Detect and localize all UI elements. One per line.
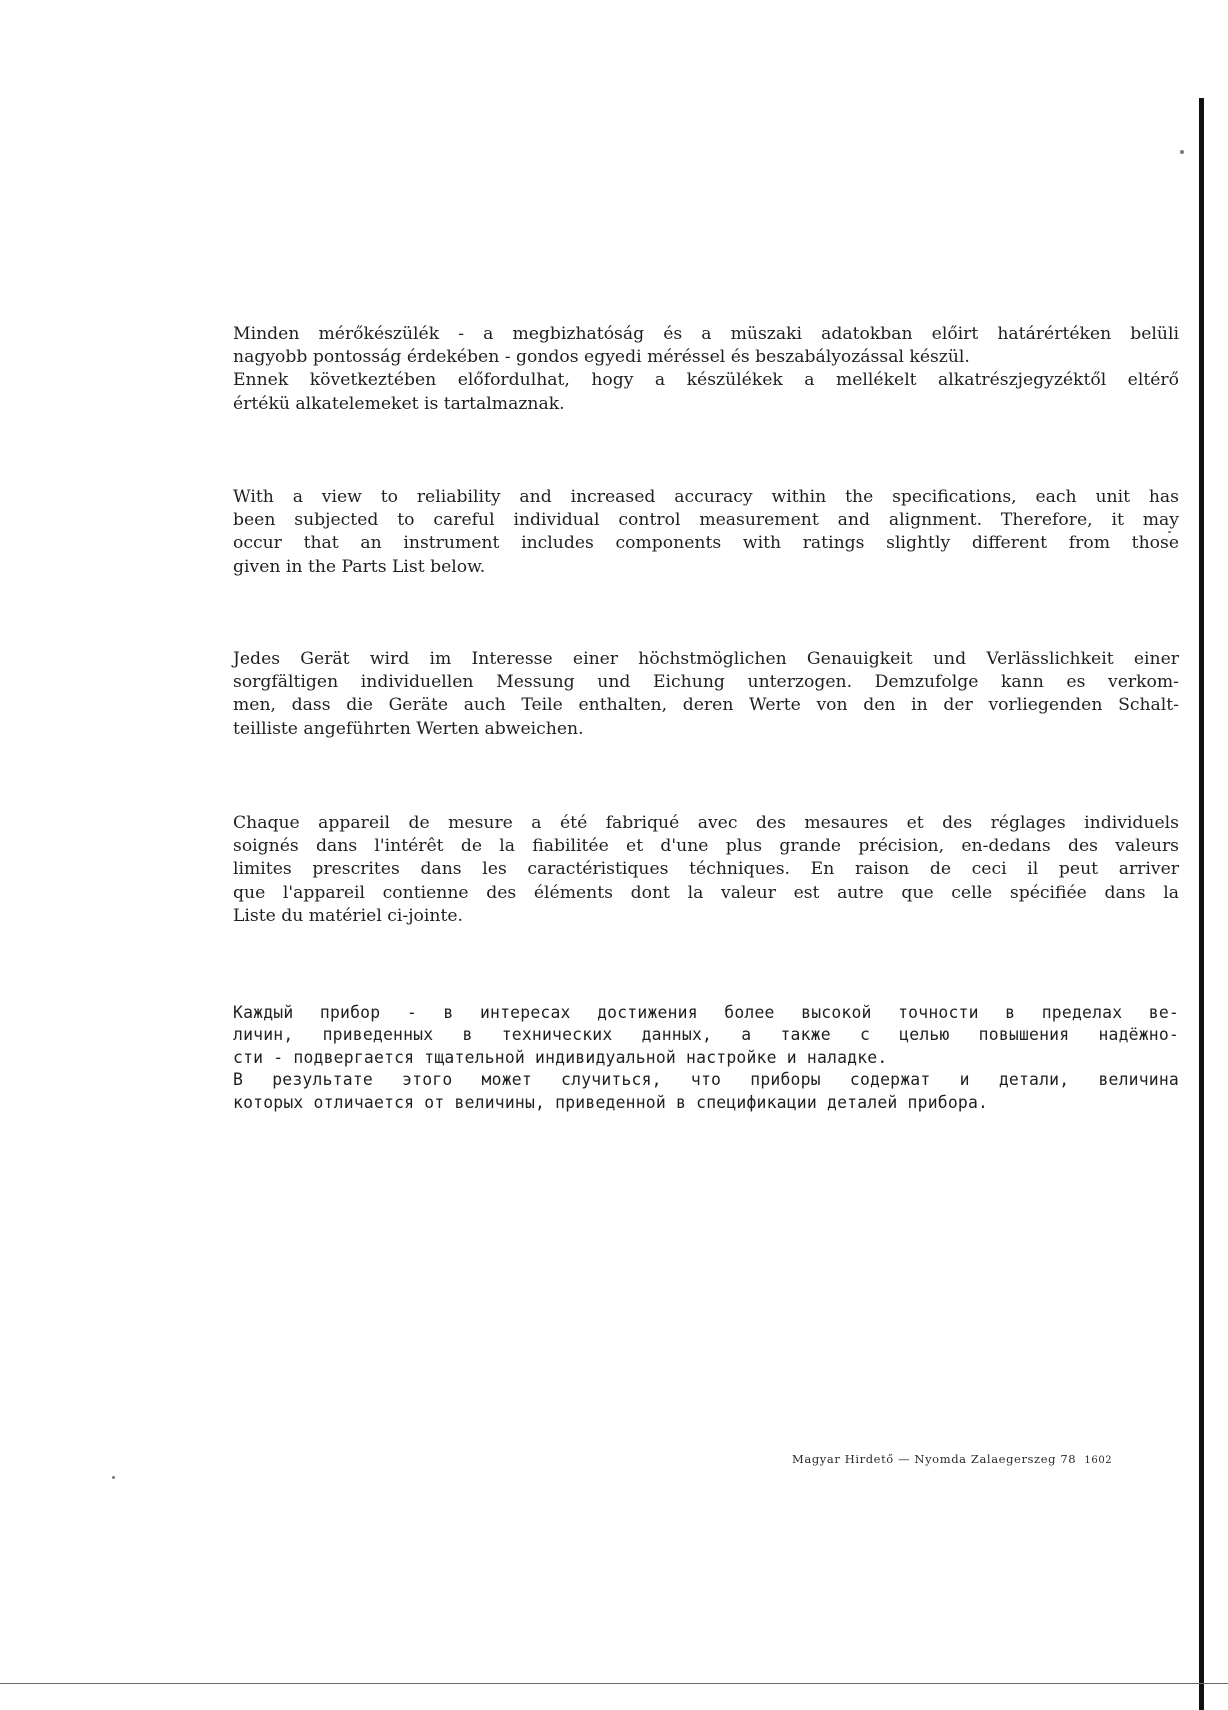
hungarian-line: nagyobb pontosság érdekében - gondos egyedi méréssel és beszabályozással készül.	[233, 347, 970, 368]
scan-speck	[1180, 150, 1184, 154]
russian-line: сти - подвергается тщательной индивидуальной настройке и наладке.	[233, 1047, 888, 1067]
paragraph-russian	[233, 1002, 1179, 1114]
paragraph-french	[233, 812, 1179, 928]
russian-line: В результате этого может случиться, что приборы содержат и детали, величина	[233, 1070, 1179, 1090]
english-line: With a view to reliability and increased accuracy within the specifications, each unit has	[233, 487, 1179, 507]
french-line: limites prescrites dans les caractéristiques téchniques. En raison de ceci il peut arriver	[233, 859, 1179, 880]
french-line: soignés dans l'intérêt de la fiabilitée et d'une plus grande précision, en-dedans des valeurs	[233, 836, 1179, 857]
scan-bottom-edge	[0, 1683, 1228, 1684]
scan-speck	[112, 1476, 115, 1479]
french-line: Liste du matériel ci-jointe.	[233, 905, 463, 926]
scan-margin-bar	[1199, 98, 1204, 1710]
russian-line: которых отличается от величины, приведенной в спецификации деталей прибора.	[233, 1092, 989, 1112]
hungarian-line: értékü alkatelemeket is tartalmaznak.	[233, 393, 565, 414]
imprint-text: Magyar Hirdető — Nyomda Zalaegerszeg 78	[792, 1452, 1077, 1466]
german-line: Jedes Gerät wird im Interesse einer höchstmöglichen Genauigkeit und Verlässlichkeit einer	[233, 649, 1179, 669]
russian-line: личин, приведенных в технических данных, а также с целью повышения надёжно-	[233, 1025, 1179, 1045]
printer-imprint	[792, 1452, 1112, 1466]
french-line: que l'appareil contienne des éléments dont la valeur est autre que celle spécifiée dans la	[233, 882, 1179, 903]
french-line: Chaque appareil de mesure a été fabriqué avec des mesaures et des réglages individuels	[233, 813, 1179, 833]
hungarian-line: Minden mérőkészülék - a megbizhatóság és a müszaki adatokban előirt határértéken belüli	[233, 324, 1179, 344]
paragraph-english	[233, 486, 1179, 579]
english-line: occur that an instrument includes components with ratings slightly different from those	[233, 533, 1179, 554]
russian-line: Каждый прибор - в интересах достижения более высокой точности в пределах ве-	[233, 1003, 1179, 1022]
imprint-code: 1602	[1084, 1455, 1113, 1466]
english-line: given in the Parts List below.	[233, 556, 486, 577]
paragraph-hungarian	[233, 323, 1179, 416]
german-line: men, dass die Geräte auch Teile enthalten, deren Werte von den in der vorliegenden Schalt-	[233, 695, 1179, 716]
german-line: sorgfältigen individuellen Messung und Eichung unterzogen. Demzufolge kann es verkom-	[233, 672, 1179, 693]
hungarian-line: Ennek következtében előfordulhat, hogy a készülékek a mellékelt alkatrészjegyzéktől eltérő	[233, 370, 1179, 391]
english-line: been subjected to careful individual control measurement and alignment. Therefore, it may	[233, 510, 1179, 531]
paragraph-german	[233, 648, 1179, 741]
german-line: teilliste angeführten Werten abweichen.	[233, 718, 584, 739]
